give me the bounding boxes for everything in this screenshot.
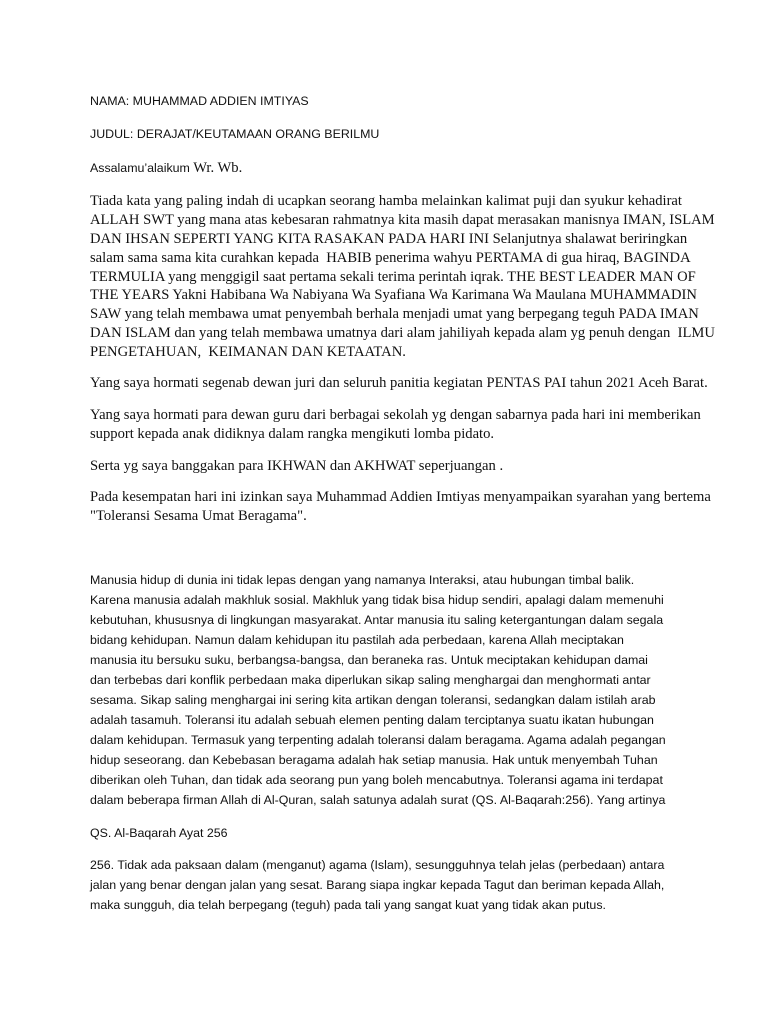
paragraph-line: DAN ISLAM dan yang telah membawa umatnya dari alam jahiliyah kepada alam yg penuh dengan ILMU (90, 325, 715, 341)
paragraph-line: PENGETAHUAN, KEIMANAN DAN KETAATAN. (90, 344, 406, 360)
paragraph-line: support kepada anak didiknya dalam rangka mengikuti lomba pidato. (90, 426, 495, 442)
title-line: JUDUL: DERAJAT/KEUTAMAAN ORANG BERILMU (90, 127, 380, 141)
salam-rest: Wr. Wb. (189, 160, 243, 176)
paragraph-line: TERMULIA yang menggigil saat pertama sekali terima perintah iqrak. THE BEST LEADER MAN OF (90, 269, 696, 285)
greeting-ikhwan: Serta yg saya banggakan para IKHWAN dan AKHWAT seperjuangan . (90, 458, 504, 474)
paragraph-line: sesama. Sikap saling menghargai ini sering kita artikan dengan toleransi, sedangkan dalam istilah arab (90, 693, 656, 707)
paragraph-line: "Toleransi Sesama Umat Beragama". (90, 508, 307, 524)
paragraph-line: Karena manusia adalah makhluk sosial. Makhluk yang tidak bisa hidup sendiri, apalagi dalam memenuhi (90, 593, 664, 607)
greeting-juri: Yang saya hormati segenab dewan juri dan seluruh panitia kegiatan PENTAS PAI tahun 2021 Aceh Barat. (90, 375, 708, 391)
salam-bold: Assalamu’alaikum (90, 161, 190, 175)
paragraph-line: Tiada kata yang paling indah di ucapkan seorang hamba melainkan kalimat puji dan syukur kehadirat (90, 193, 682, 209)
paragraph-line: adalah tasamuh. Toleransi itu adalah sebuah elemen penting dalam terciptanya suatu ikatan hubungan (90, 713, 654, 727)
paragraph-line: dalam beberapa firman Allah di Al-Quran, salah satunya adalah surat (QS. Al-Baqarah:256). Yang artinya (90, 793, 666, 807)
paragraph-line: THE YEARS Yakni Habibana Wa Nabiyana Wa Syafiana Wa Karimana Wa Maulana MUHAMMADIN (90, 287, 697, 303)
paragraph-line: maka sungguh, dia telah berpegang (teguh) pada tali yang sangat kuat yang tidak akan putus. (90, 898, 606, 912)
verse-title: QS. Al-Baqarah Ayat 256 (90, 826, 228, 840)
paragraph-line: dan terbebas dari konflik perbedaan maka diperlukan sikap saling menghargai dan menghormati antar (90, 673, 651, 687)
paragraph-line: salam sama sama kita curahkan kepada HABIB penerima wahyu PERTAMA di gua hiraq, BAGINDA (90, 250, 691, 266)
paragraph-line: diberikan oleh Tuhan, dan tidak ada seorang pun yang boleh mencabutnya. Toleransi agama ini terdapat (90, 773, 663, 787)
paragraph-line: ALLAH SWT yang mana atas kebesaran rahmatnya kita masih dapat merasakan manisnya IMAN, ISLAM (90, 212, 715, 228)
paragraph-line: kebutuhan, khususnya di lingkungan masyarakat. Antar manusia itu saling ketergantungan dalam segala (90, 613, 664, 627)
paragraph-line: dalam kehidupan. Termasuk yang terpenting adalah toleransi dalam beragama. Agama adalah pegangan (90, 733, 666, 747)
paragraph-line: DAN IHSAN SEPERTI YANG KITA RASAKAN PADA HARI INI Selanjutnya shalawat beriringkan (90, 231, 688, 247)
paragraph-line: Yang saya hormati para dewan guru dari berbagai sekolah yg dengan sabarnya pada hari ini memberikan (90, 407, 701, 423)
paragraph-line: Pada kesempatan hari ini izinkan saya Muhammad Addien Imtiyas menyampaikan syarahan yang bertema (90, 489, 711, 505)
paragraph-line: bidang kehidupan. Namun dalam kehidupan itu pastilah ada perbedaan, karena Allah meciptakan (90, 633, 624, 647)
name-line: NAMA: MUHAMMAD ADDIEN IMTIYAS (90, 94, 309, 108)
paragraph-line: Manusia hidup di dunia ini tidak lepas dengan yang namanya Interaksi, atau hubungan timbal balik. (90, 573, 635, 587)
paragraph-line: SAW yang telah membawa umat penyembah berhala menjadi umat yang berpegang teguh PADA IMAN (90, 306, 699, 322)
paragraph-line: 256. Tidak ada paksaan dalam (menganut) agama (Islam), sesungguhnya telah jelas (perbedaan) antara (90, 858, 665, 872)
paragraph-line: manusia itu bersuku suku, berbangsa-bangsa, dan beraneka ras. Untuk meciptakan kehidupan damai (90, 653, 648, 667)
paragraph-line: jalan yang benar dengan jalan yang sesat. Barang siapa ingkar kepada Tagut dan beriman kepada Allah, (90, 878, 665, 892)
salam-line (90, 160, 242, 177)
paragraph-line: hidup seseorang. dan Kebebasan beragama adalah hak setiap manusia. Hak untuk menyembah Tuhan (90, 753, 658, 767)
